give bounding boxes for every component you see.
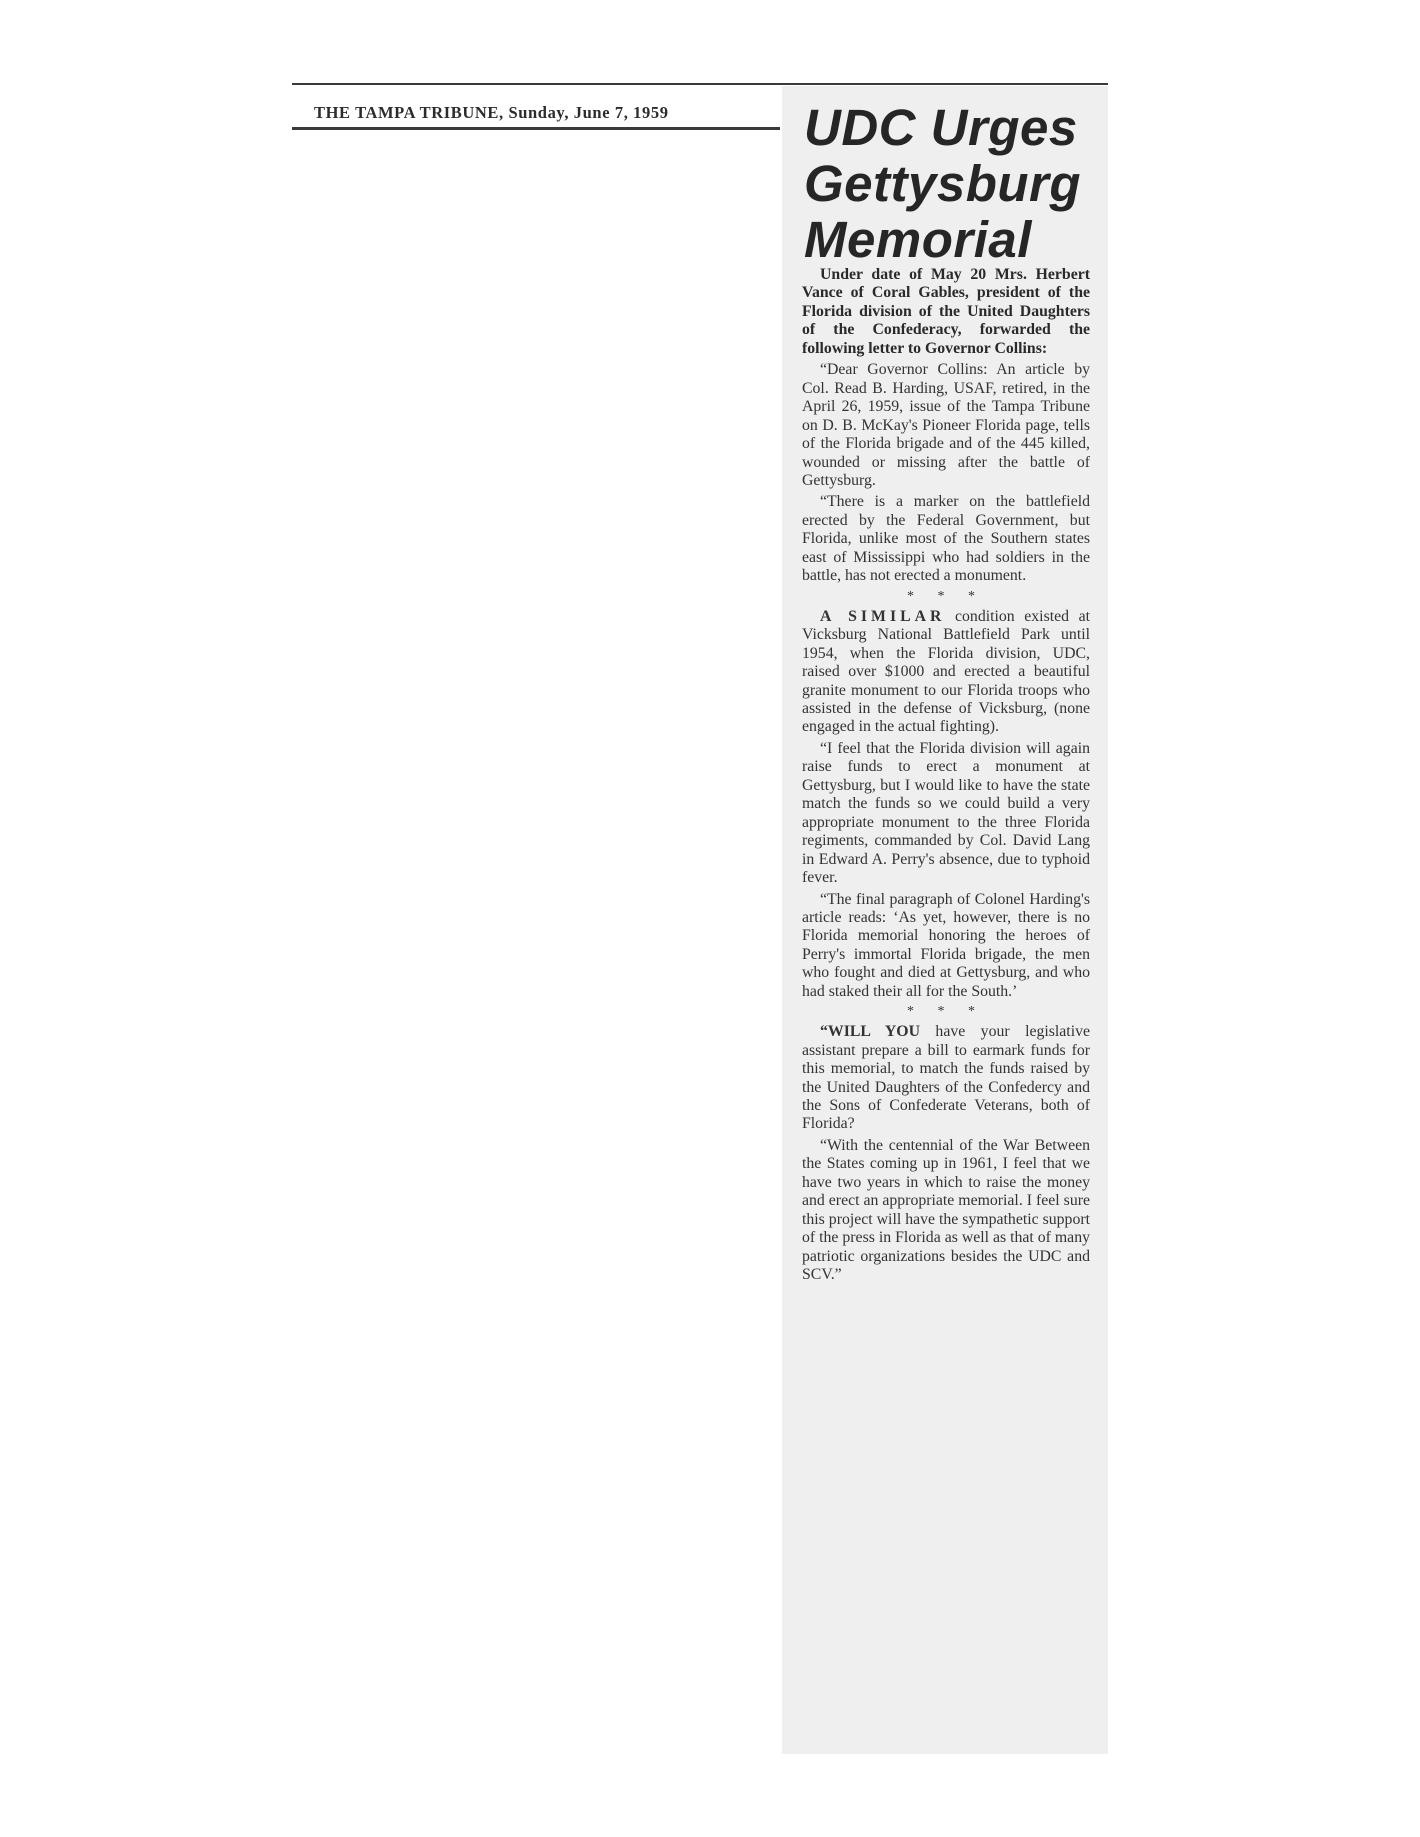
- article-paragraph-6: [802, 1023, 1090, 1134]
- masthead-top-rule: [292, 83, 1108, 85]
- section-separator-1: * * *: [907, 588, 985, 604]
- article-paragraph-7: “With the centennial of the War Between the States coming up in 1961, I feel that we have two years in which to raise the money and erect an appropriate memorial. I feel sure this project will have the sympathetic support of the press in Florida as well as that of many patriotic organizations besides the UDC and SCV.”: [802, 1136, 1090, 1284]
- paragraph-3-text: condition existed at Vicksburg National Battlefield Park until 1954, when the Florida division, UDC, raised over $1000 and erected a beautiful granite monument to our Florida troops who assisted in the defense of Vicksburg, (none engaged in the actual fighting).: [802, 607, 1090, 736]
- article-column: [782, 86, 1108, 1754]
- headline-line-1: UDC Urges: [804, 99, 1078, 156]
- article-headline: [804, 100, 1081, 268]
- article-paragraph-5: “The final paragraph of Colonel Harding's article reads: ‘As yet, however, there is no Florida memorial honoring the heroes of Perry's immortal Florida brigade, the men who fought and died at Gettysburg, and who had staked their all for the South.’: [802, 890, 1090, 1000]
- article-paragraph-2: “There is a marker on the battlefield erected by the Federal Government, but Florida, unlike most of the Southern states east of Mississippi who had soldiers in the battle, has not erected a monument.: [802, 493, 1090, 585]
- article-lead-paragraph: Under date of May 20 Mrs. Herbert Vance of Coral Gables, president of the Florida division of the United Daughters of the Confederacy, forwarded the following letter to Governor Collins:: [802, 266, 1090, 357]
- paragraph-6-lead-caps: “WILL YOU: [820, 1023, 920, 1041]
- headline-line-2: Gettysburg: [804, 155, 1082, 212]
- headline-line-3: Memorial: [804, 211, 1032, 268]
- section-separator-2: * * *: [907, 1004, 985, 1020]
- paragraph-3-lead-caps: A SIMILAR: [820, 607, 946, 625]
- masthead-text: THE TAMPA TRIBUNE, Sunday, June 7, 1959: [314, 103, 669, 122]
- article-body: [802, 266, 1090, 1288]
- article-paragraph-1: “Dear Governor Collins: An article by Col. Read B. Harding, USAF, retired, in the April 26, 1959, issue of the Tampa Tribune on D. B. McKay's Pioneer Florida page, tells of the Florida brigade and of the 445 killed, wounded or missing after the battle of Gettysburg.: [802, 361, 1090, 489]
- paragraph-6-text: have your legislative assistant prepare a bill to earmark funds for this memorial, to match the funds raised by the United Daughters of the Confedercy and the Sons of Confederate Veterans, both of Florida?: [802, 1023, 1090, 1133]
- article-paragraph-3: [802, 608, 1090, 737]
- article-paragraph-4: “I feel that the Florida division will again raise funds to erect a monument at Gettysburg, but I would like to have the state match the funds so we could build a very appropriate monument to the three Florida regiments, commanded by Col. David Lang in Edward A. Perry's absence, due to typhoid fever.: [802, 739, 1090, 887]
- masthead-bottom-rule: [292, 127, 780, 130]
